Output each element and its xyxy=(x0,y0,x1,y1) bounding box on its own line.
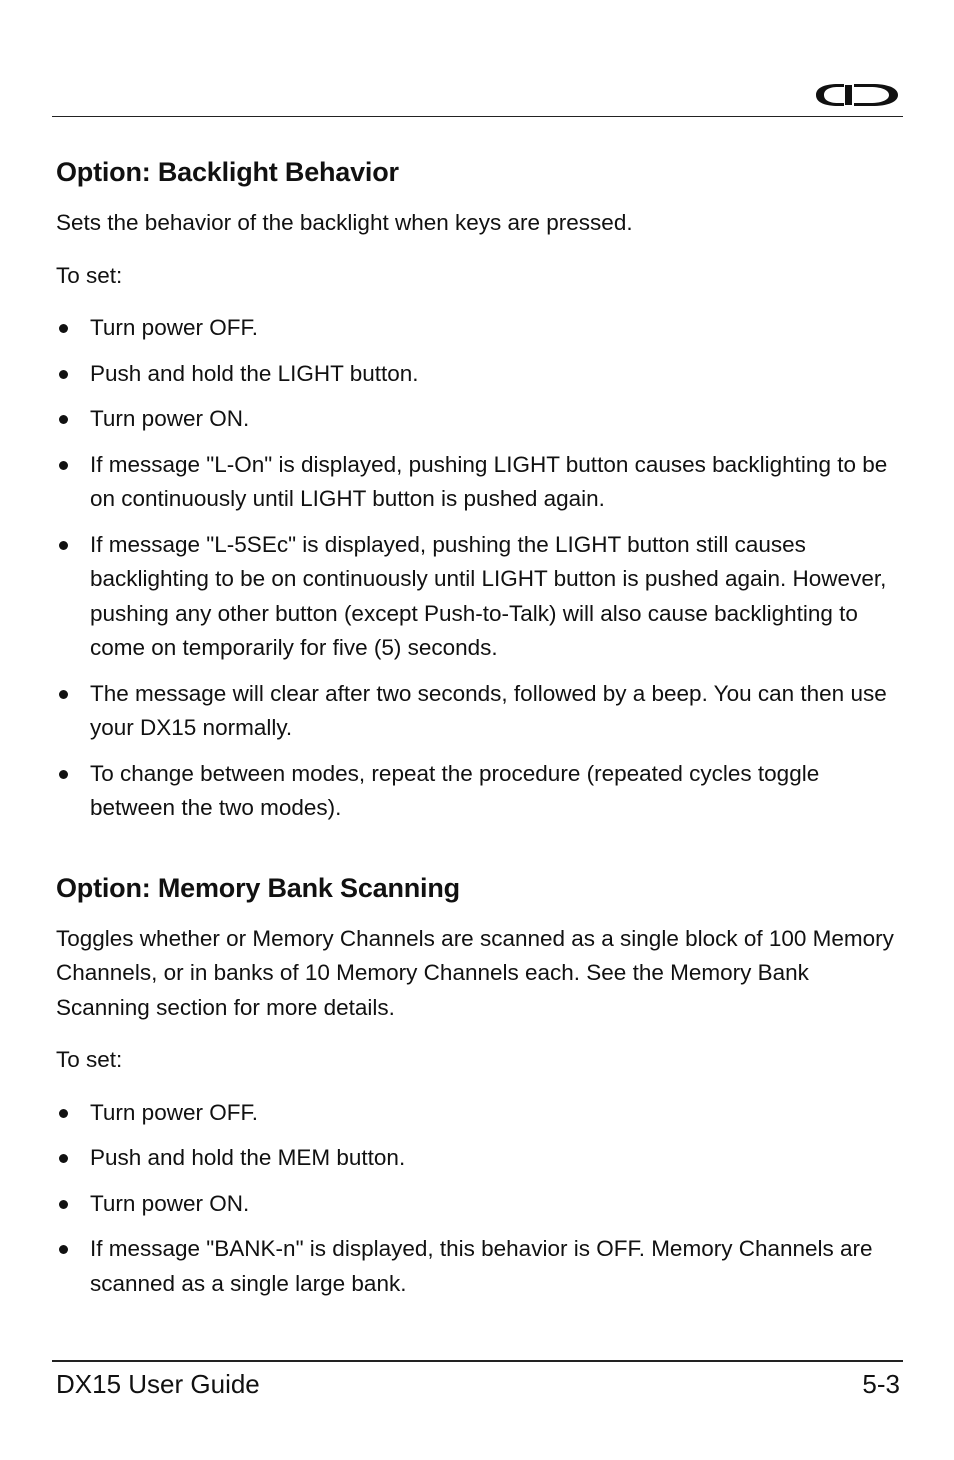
bullet-icon xyxy=(59,415,68,424)
list-item xyxy=(56,1096,896,1131)
list-item xyxy=(56,448,896,517)
bullet-icon xyxy=(59,461,68,470)
bullet-icon xyxy=(59,770,68,779)
bullet-icon xyxy=(59,541,68,550)
bullet-icon xyxy=(59,324,68,333)
list-item-text: If message "L-On" is displayed, pushing LIGHT button causes backlighting to be on continuously until LIGHT button is pushed again. xyxy=(90,451,888,511)
list-item-text: Push and hold the MEM button. xyxy=(90,1145,406,1170)
section-heading: Option: Backlight Behavior xyxy=(56,157,399,187)
list-item-text: If message "L-5SEc" is displayed, pushing the LIGHT button still causes backlighting to be on continuously until LIGHT button is pushed again. However, pushing any other button (except Push-to-Talk) will also cause backlighting to come on temporarily for five (5) seconds. xyxy=(90,531,887,660)
memory-bank-section xyxy=(56,868,896,1302)
section-intro: Sets the behavior of the backlight when keys are pressed. xyxy=(56,210,633,235)
section-intro: Toggles whether or Memory Channels are scanned as a single block of 100 Memory Channels, or in banks of 10 Memory Channels each. See the Memory Bank Scanning section for more details. xyxy=(56,925,894,1020)
page-number: 5-3 xyxy=(862,1369,900,1399)
steps-list xyxy=(56,1096,896,1302)
header-rule xyxy=(52,116,903,117)
bullet-icon xyxy=(59,690,68,699)
list-item-text: If message "BANK-n" is displayed, this behavior is OFF. Memory Channels are scanned as a single large bank. xyxy=(90,1236,873,1296)
bullet-icon xyxy=(59,1245,68,1254)
list-item xyxy=(56,1141,896,1176)
list-item-text: Turn power OFF. xyxy=(90,1099,258,1125)
list-item xyxy=(56,402,896,437)
list-item xyxy=(56,528,896,666)
list-item xyxy=(56,1232,896,1301)
list-item-text: The message will clear after two seconds, followed by a beep. You can then use your DX15 normally. xyxy=(90,680,887,740)
bullet-icon xyxy=(59,1109,68,1118)
list-item-text: Turn power ON. xyxy=(90,1190,250,1216)
steps-list xyxy=(56,311,896,826)
list-item-text: To change between modes, repeat the procedure (repeated cycles toggle between the two modes). xyxy=(90,760,820,820)
list-item-text: Push and hold the LIGHT button. xyxy=(90,360,419,386)
list-item xyxy=(56,677,896,746)
list-item-text: Turn power OFF. xyxy=(90,315,258,340)
backlight-section xyxy=(56,152,896,826)
bullet-icon xyxy=(59,1154,68,1163)
bullet-icon xyxy=(59,1200,68,1209)
list-item xyxy=(56,311,896,346)
brand-logo-icon xyxy=(814,82,900,108)
list-item xyxy=(56,1187,896,1222)
footer-title: DX15 User Guide xyxy=(56,1369,260,1399)
list-item xyxy=(56,757,896,826)
list-item-text: Turn power ON. xyxy=(90,406,250,431)
page-content xyxy=(56,152,896,1312)
to-set-label: To set: xyxy=(56,1047,123,1072)
footer-rule xyxy=(52,1360,903,1362)
bullet-icon xyxy=(59,370,68,379)
to-set-label: To set: xyxy=(56,262,123,288)
section-heading: Option: Memory Bank Scanning xyxy=(56,872,460,903)
list-item xyxy=(56,357,896,392)
